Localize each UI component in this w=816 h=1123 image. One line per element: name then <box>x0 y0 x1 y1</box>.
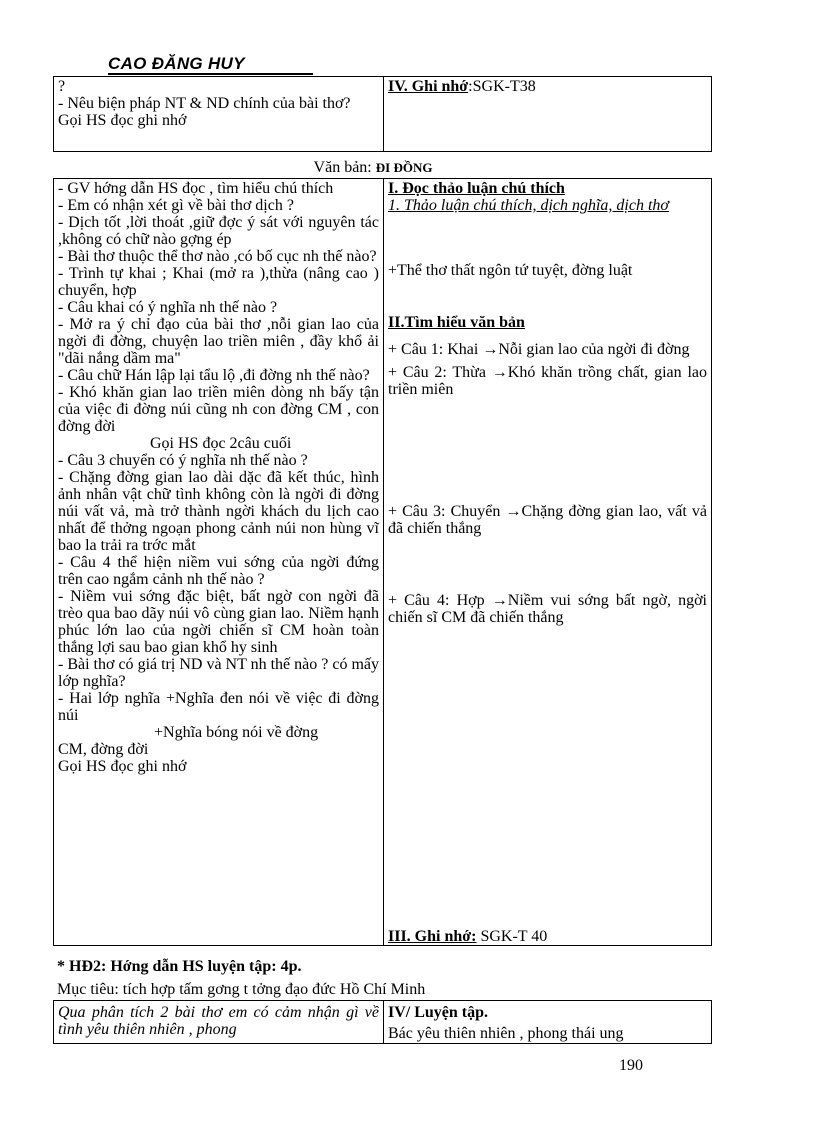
section-3-ref: SGK-T 40 <box>476 928 548 945</box>
text-line: - Câu chữ Hán lập lại tẩu lộ ,đi đờng nh thế nào? <box>58 367 370 384</box>
text-line: - Em có nhận xét gì về bài thơ dịch ? <box>58 197 294 214</box>
text-line: - Mở ra ý chỉ đạo của bài thơ ,nỗi gian lao của ngời đi đờng, chuyện lao triền miên , đầy khổ ải "dãi nắng dầm ma" <box>58 316 379 367</box>
top-table-left-cell <box>54 77 384 152</box>
text-line: Gọi HS đọc ghi nhớ <box>58 112 187 129</box>
practice-question: Qua phân tích 2 bài thơ em có cảm nhận gì về tình yêu thiên nhiên , phong <box>58 1004 379 1038</box>
top-table <box>53 76 712 152</box>
van-ban-title: ĐI ĐỒNG <box>375 160 433 175</box>
section-3-line <box>388 928 547 945</box>
main-table <box>53 178 712 946</box>
cau-4-text: Niềm vui sớng bất ngờ, ngời chiến sĩ CM đã chiến thắng <box>388 592 707 626</box>
text-line: - Bài thơ có giá trị ND và NT nh thế nào ? có mấy lớp nghĩa? <box>58 656 379 690</box>
text-line: CM, đờng đời <box>58 741 149 758</box>
cau-2-line <box>388 364 707 398</box>
text-line: Gọi HS đọc ghi nhớ <box>58 758 187 775</box>
right-arrow-icon: → <box>505 503 522 520</box>
luyen-tap-title: IV/ Luyện tập. <box>388 1004 489 1021</box>
right-arrow-icon: → <box>482 341 499 358</box>
right-arrow-icon: → <box>491 592 508 609</box>
text-line: - Câu 4 thể hiện niềm vui sớng của ngời đứng trên cao ngắm cảnh nh thế nào ? <box>58 554 379 588</box>
text-line: - Câu khai có ý nghĩa nh thế nào ? <box>58 299 278 316</box>
text-line: +Nghĩa bóng nói về đờng <box>154 724 319 741</box>
luyen-tap-text: Bác yêu thiên nhiên , phong thái ung <box>388 1025 624 1042</box>
section-3-title: III. Ghi nhớ: <box>388 928 477 945</box>
van-ban-label: Văn bản: <box>313 159 372 176</box>
the-tho-line: +Thể thơ thất ngôn tứ tuyệt, đờng luật <box>388 262 633 279</box>
cau-4-line <box>388 592 707 626</box>
section-1-title: I. Đọc thảo luận chú thích <box>388 180 565 197</box>
section-2-title: II.Tìm hiểu văn bản <box>388 314 525 331</box>
section-1-subtitle: 1. Thảo luận chú thích, dịch nghĩa, dịch thơ <box>388 197 669 214</box>
cau-2-label: + Câu 2: Thừa <box>388 364 492 381</box>
right-arrow-icon: → <box>491 364 508 381</box>
text-line: ? <box>58 78 66 95</box>
top-table-right-cell <box>384 77 712 152</box>
text-line: - Hai lớp nghĩa +Nghĩa đen nói về việc đi đờng núi <box>58 690 379 724</box>
bottom-table-left-cell <box>54 1001 384 1044</box>
main-table-left-cell <box>54 179 384 946</box>
cau-2-text: Khó khăn trồng chất, gian lao triền miên <box>388 364 708 398</box>
main-table-right-cell <box>384 179 712 946</box>
text-line: Gọi HS đọc 2câu cuối <box>150 435 292 452</box>
cau-3-text: Chặng đờng gian lao, vất vả đã chiến thắng <box>388 503 708 537</box>
cau-3-line <box>388 503 707 537</box>
cau-1-label: + Câu 1: Khai <box>388 341 483 358</box>
text-line: - Câu 3 chuyển có ý nghĩa nh thế nào ? <box>58 452 308 469</box>
cau-1-text: Nỗi gian lao của ngời đi đờng <box>498 341 690 358</box>
header-underline <box>108 73 313 75</box>
text-line: - GV hớng dẫn HS đọc , tìm hiểu chú thích <box>58 180 334 197</box>
cau-3-label: + Câu 3: Chuyển <box>388 503 506 520</box>
author-header: CAO ĐĂNG HUY <box>108 54 245 73</box>
van-ban-heading <box>53 159 693 177</box>
muc-tieu-line: Mục tiêu: tích hợp tấm gơng t tởng đạo đức Hồ Chí Minh <box>57 981 426 998</box>
bottom-table <box>53 1000 712 1044</box>
ghi-nho-title: IV. Ghi nhớ <box>388 78 469 95</box>
page-number: 190 <box>619 1057 643 1074</box>
text-line: - Niềm vui sớng đặc biệt, bất ngờ con ngời đã trèo qua bao dãy núi vô cùng gian lao. Niềm hạnh phúc lớn lao của ngời chiến sĩ CM hoàn toàn thắng lợi sau bao gian khổ hy sinh <box>58 588 379 656</box>
text-line: - Nêu biện pháp NT & ND chính của bài thơ? <box>58 95 351 112</box>
text-line: - Dịch tốt ,lời thoát ,giữ đợc ý sát với nguyên tác ,không có chữ nào gợng ép <box>58 214 379 248</box>
cau-4-label: + Câu 4: Hợp <box>388 592 492 609</box>
hd2-heading: * HĐ2: Hớng dẫn HS luyện tập: 4p. <box>57 958 302 975</box>
bottom-table-right-cell <box>384 1001 712 1044</box>
cau-1-line <box>388 341 707 358</box>
text-line: - Khó khăn gian lao triền miên dòng nh bấy tận của việc đi đờng núi cũng nh con đờng CM , con đờng đời <box>58 384 379 435</box>
text-line: - Chặng đờng gian lao dài dặc đã kết thúc, hình ảnh nhân vật chữ tình không còn là ngời đi đờng núi vất vả, mà trở thành ngời khách du lịch cao nhất để thởng ngoạn phong cảnh núi non hùng vĩ bao la trải ra trớc mắt <box>58 469 379 554</box>
text-line: - Trình tự khai ; Khai (mở ra ),thừa (nâng cao ) chuyển, hợp <box>58 265 379 299</box>
text-line: - Bài thơ thuộc thể thơ nào ,có bố cục nh thế nào? <box>58 248 377 265</box>
ghi-nho-ref: :SGK-T38 <box>468 78 536 95</box>
